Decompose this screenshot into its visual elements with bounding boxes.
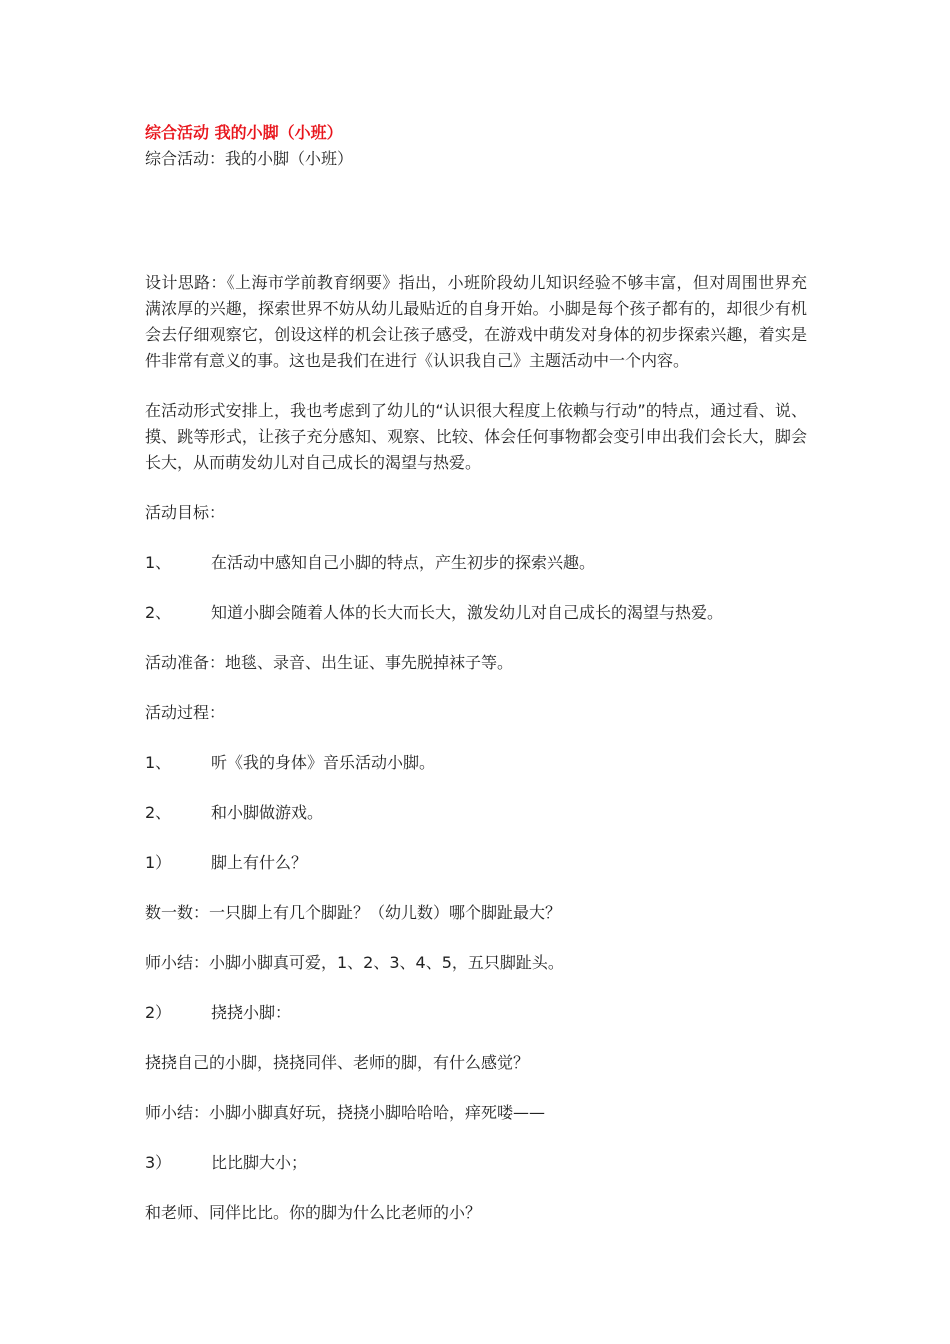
step-2-number: 2、: [145, 803, 172, 822]
goal-2-number: 2、: [145, 603, 172, 622]
count-line: 数一数：一只脚上有几个脚趾？（幼儿数）哪个脚趾最大？: [145, 903, 562, 922]
step-item-1: [145, 750, 807, 776]
goal-item-1: [145, 550, 807, 576]
sub-step-1-text: 脚上有什么？: [211, 853, 308, 872]
document-subtitle: 综合活动：我的小脚（小班）: [145, 149, 354, 168]
sub-step-item-3: [145, 1150, 807, 1176]
preparation-line: 活动准备：地毯、录音、出生证、事先脱掉袜子等。: [145, 653, 514, 672]
teacher-summary-2: 师小结：小脚小脚真好玩，挠挠小脚哈哈哈，痒死喽——: [145, 1103, 546, 1122]
sub-step-2-text: 挠挠小脚：: [211, 1003, 292, 1022]
goals-label: 活动目标：: [145, 503, 226, 522]
document-title: 综合活动 我的小脚（小班）: [145, 123, 343, 142]
compare-line: 和老师、同伴比比。你的脚为什么比老师的小？: [145, 1203, 482, 1222]
goal-1-text: 在活动中感知自己小脚的特点，产生初步的探索兴趣。: [211, 553, 596, 572]
document-page: [145, 120, 807, 1226]
step-1-number: 1、: [145, 753, 172, 772]
sub-step-1-number: 1）: [145, 853, 172, 872]
activity-form-paragraph: 在活动形式安排上，我也考虑到了幼儿的“认识很大程度上依赖与行动”的特点，通过看、说、摸、跳等形式，让孩子充分感知、观察、比较、体会任何事物都会变引申出我们会长大，脚会长大，从而萌发幼儿对自己成长的渴望与热爱。: [145, 401, 807, 472]
process-label: 活动过程：: [145, 703, 226, 722]
goal-1-number: 1、: [145, 553, 172, 572]
goal-2-text: 知道小脚会随着人体的长大而长大，激发幼儿对自己成长的渴望与热爱。: [211, 603, 724, 622]
tickle-line: 挠挠自己的小脚，挠挠同伴、老师的脚，有什么感觉？: [145, 1053, 530, 1072]
step-1-text: 听《我的身体》音乐活动小脚。: [211, 753, 436, 772]
teacher-summary-1: 师小结：小脚小脚真可爱，1、2、3、4、5，五只脚趾头。: [145, 953, 564, 972]
sub-step-3-number: 3）: [145, 1153, 172, 1172]
sub-step-item-2: [145, 1000, 807, 1026]
sub-step-2-number: 2）: [145, 1003, 172, 1022]
design-idea-paragraph: 设计思路：《上海市学前教育纲要》指出，小班阶段幼儿知识经验不够丰富，但对周围世界充满浓厚的兴趣，探索世界不妨从幼儿最贴近的自身开始。小脚是每个孩子都有的，却很少有机会去仔细观察它，创设这样的机会让孩子感受，在游戏中萌发对身体的初步探索兴趣，着实是件非常有意义的事。这也是我们在进行《认识我自己》主题活动中一个内容。: [145, 273, 807, 370]
sub-step-item-1: [145, 850, 807, 876]
sub-step-3-text: 比比脚大小；: [211, 1153, 308, 1172]
step-item-2: [145, 800, 807, 826]
goal-item-2: [145, 600, 807, 626]
step-2-text: 和小脚做游戏。: [211, 803, 324, 822]
